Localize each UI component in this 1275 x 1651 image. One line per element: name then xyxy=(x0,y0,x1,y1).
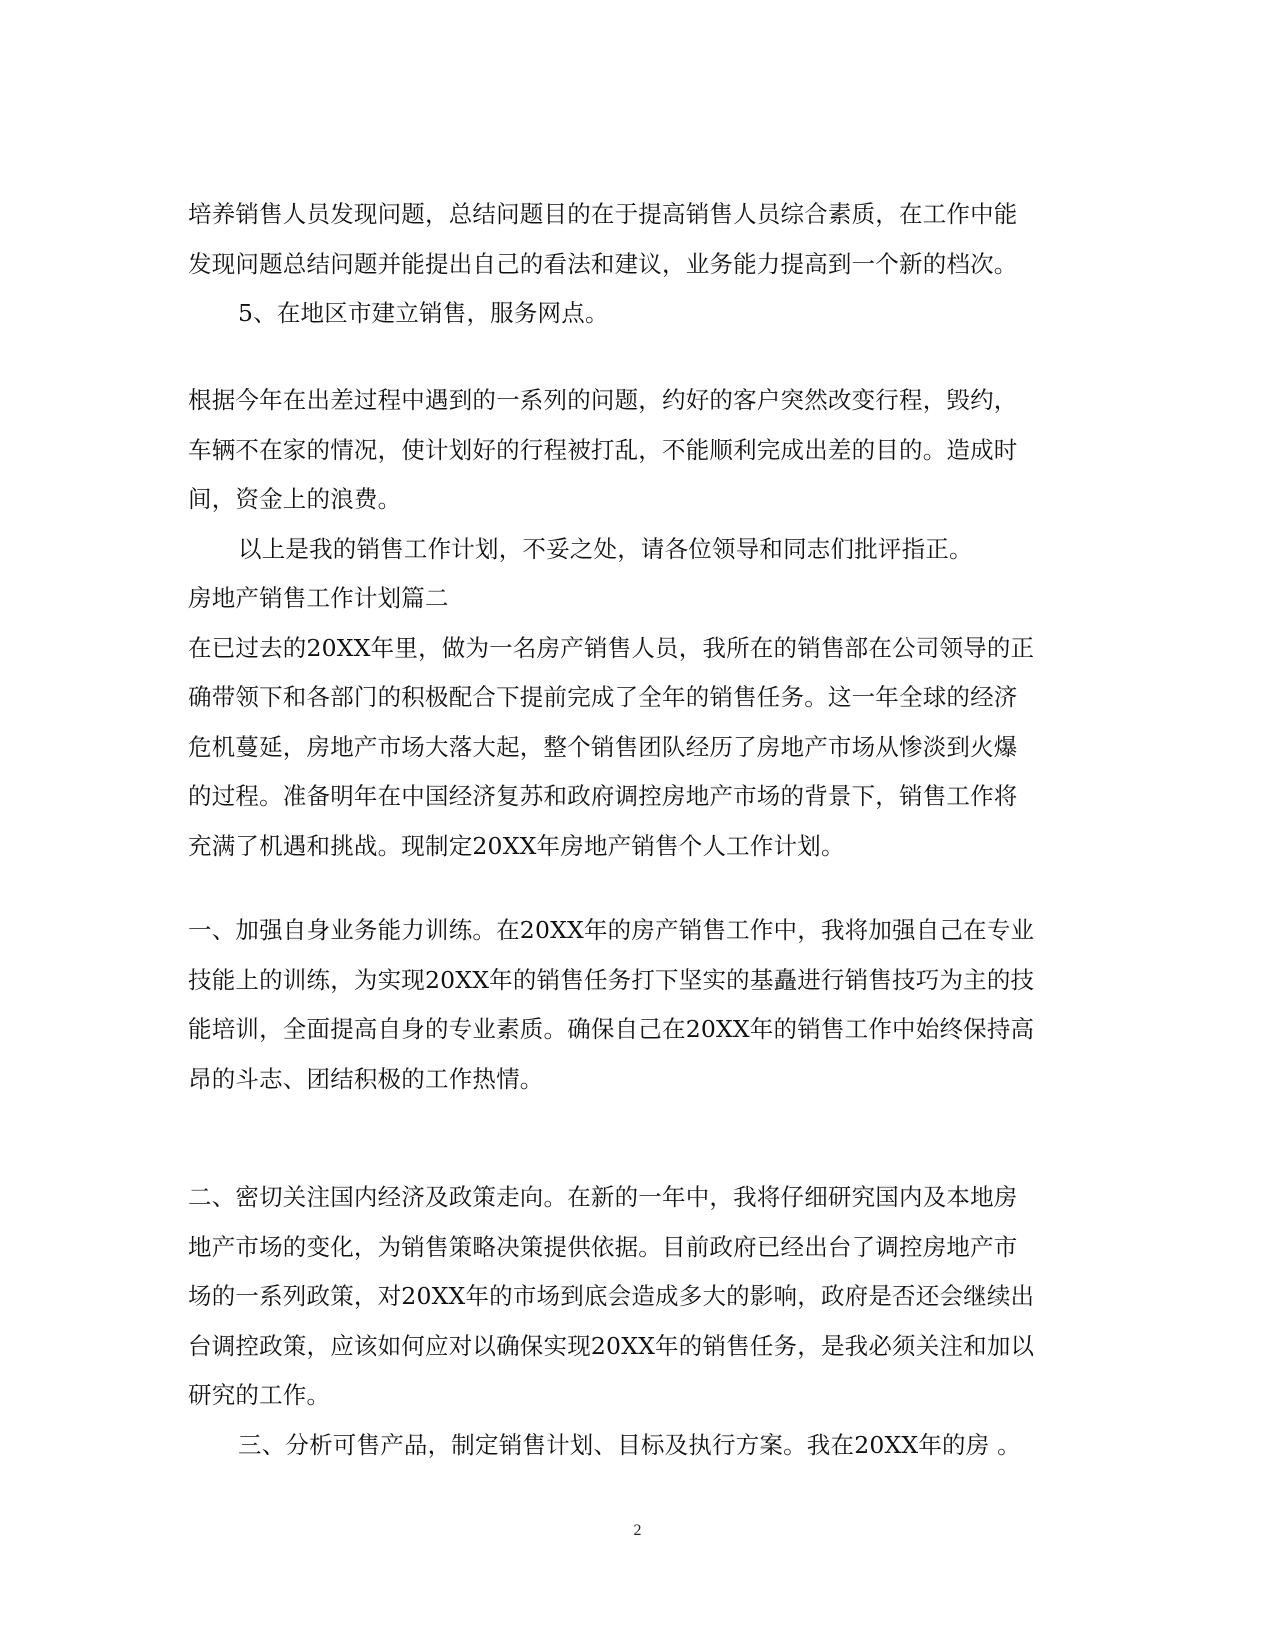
paragraph-skills xyxy=(188,906,1068,1104)
text-line: 二、密切关注国内经济及政策走向。在新的一年中，我将仔细研究国内及本地房 xyxy=(188,1183,1018,1211)
text-line: 确带领下和各部门的积极配合下提前完成了全年的销售任务。这一年全球的经济 xyxy=(188,683,1018,711)
text-line: 技能上的训练，为实现20XX年的销售任务打下坚实的基矗进行销售技巧为主的技 xyxy=(188,965,1035,994)
text-line: 间，资金上的浪费。 xyxy=(188,485,402,513)
text-line: 车辆不在家的情况，使计划好的行程被打乱，不能顺利完成出差的目的。造成时 xyxy=(188,435,1018,464)
text-line: 昂的斗志、团结积极的工作热情。 xyxy=(188,1064,544,1093)
text-line: 三、分析可售产品，制定销售计划、目标及执行方案。我在20XX年的房 。 xyxy=(238,1430,1021,1459)
paragraph-training xyxy=(188,190,1068,339)
text-line: 台调控政策，应该如何应对以确保实现20XX年的销售任务，是我必须关注和加以 xyxy=(188,1331,1035,1360)
text-line: 充满了机遇和挑战。现制定20XX年房地产销售个人工作计划。 xyxy=(188,831,845,860)
paragraph-policy xyxy=(188,1173,1068,1470)
text-line: 危机蔓延，房地产市场大落大起，整个销售团队经历了房地产市场从惨淡到火爆 xyxy=(188,732,1018,761)
text-line: 一、加强自身业务能力训练。在20XX年的房产销售工作中，我将加强自己在专业 xyxy=(188,916,1035,944)
text-line: 在已过去的20XX年里，做为一名房产销售人员，我所在的销售部在公司领导的正 xyxy=(188,633,1035,662)
text-line: 的过程。准备明年在中国经济复苏和政府调控房地产市场的背景下，销售工作将 xyxy=(188,782,1018,810)
text-line: 以上是我的销售工作计划，不妥之处，请各位领导和同志们批评指正。 xyxy=(238,534,973,563)
section-heading: 房地产销售工作计划篇二 xyxy=(188,584,449,612)
text-line: 能培训，全面提高自身的专业素质。确保自己在20XX年的销售工作中始终保持高 xyxy=(188,1015,1035,1043)
text-line: 根据今年在出差过程中遇到的一系列的问题，约好的客户突然改变行程，毁约， xyxy=(188,386,1018,414)
text-line: 地产市场的变化，为销售策略决策提供依据。目前政府已经出台了调控房地产市 xyxy=(188,1232,1018,1261)
text-line: 发现问题总结问题并能提出自己的看法和建议，业务能力提高到一个新的档次。 xyxy=(188,249,1018,278)
text-line: 培养销售人员发现问题，总结问题目的在于提高销售人员综合素质，在工作中能 xyxy=(188,200,1018,228)
text-line: 5、在地区市建立销售，服务网点。 xyxy=(238,299,609,327)
paragraph-travel xyxy=(188,376,1068,871)
text-line: 场的一系列政策，对20XX年的市场到底会造成多大的影响，政府是否还会继续出 xyxy=(188,1282,1035,1310)
text-line: 研究的工作。 xyxy=(188,1381,331,1409)
page-number: 2 xyxy=(633,1522,642,1539)
